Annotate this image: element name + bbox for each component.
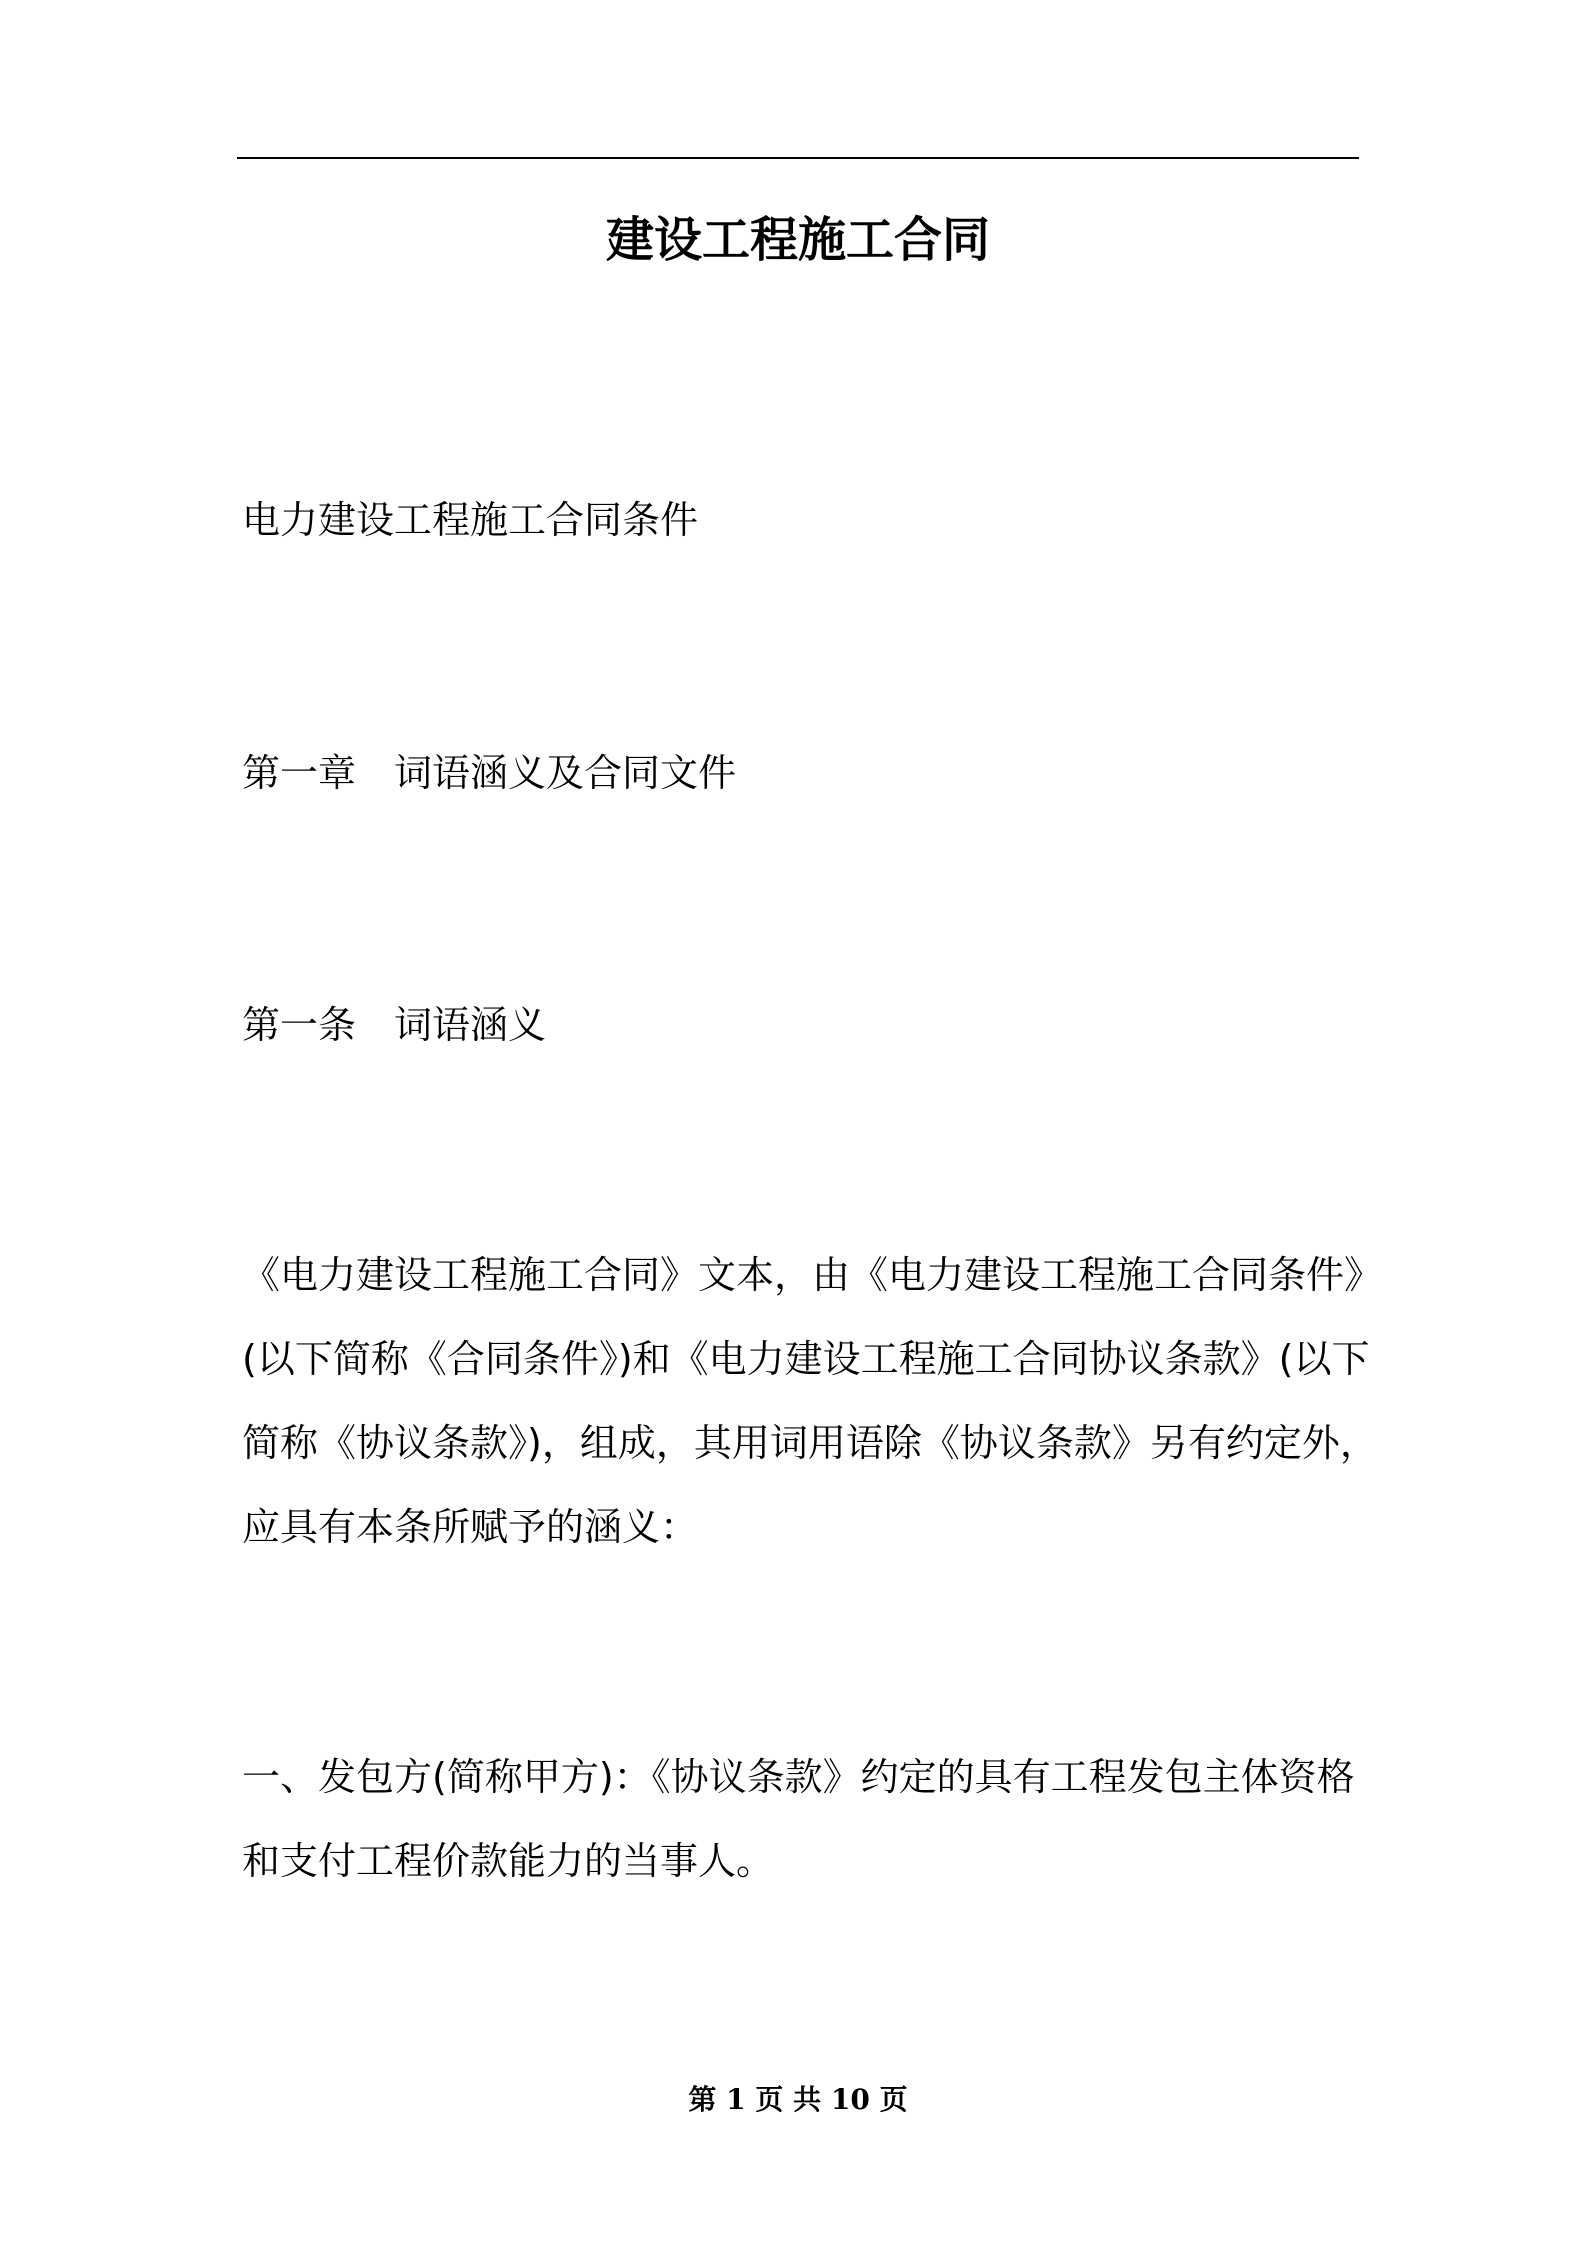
clause-one-line-1: 一、发包方(简称甲方)：《协议条款》约定的具有工程发包主体资格	[242, 1755, 1355, 1799]
intro-line-4: 应具有本条所赋予的涵义：	[242, 1505, 699, 1549]
clause-one-line-2: 和支付工程价款能力的当事人。	[242, 1839, 775, 1883]
document-title: 建设工程施工合同	[605, 212, 990, 268]
intro-line-1: 《电力建设工程施工合同》文本，由《电力建设工程施工合同条件》	[242, 1253, 1383, 1297]
clause-one-paragraph	[242, 1735, 1360, 1903]
document-subtitle: 电力建设工程施工合同条件	[242, 498, 699, 542]
header-rule	[237, 157, 1359, 159]
intro-line-3: 简称《协议条款》)，组成，其用词用语除《协议条款》另有约定外，	[242, 1421, 1378, 1465]
article-number: 第一条	[242, 1003, 357, 1047]
article-heading	[242, 1000, 546, 1050]
chapter-number: 第一章	[242, 751, 357, 795]
chapter-name: 词语涵义及合同文件	[394, 751, 737, 795]
intro-paragraph	[242, 1233, 1383, 1569]
page-number-footer: 第 1 页 共 10 页	[688, 2083, 908, 2116]
chapter-heading	[242, 748, 736, 798]
intro-line-2: (以下简称《合同条件》)和《电力建设工程施工合同协议条款》(以下	[242, 1337, 1370, 1381]
article-name: 词语涵义	[394, 1003, 547, 1047]
